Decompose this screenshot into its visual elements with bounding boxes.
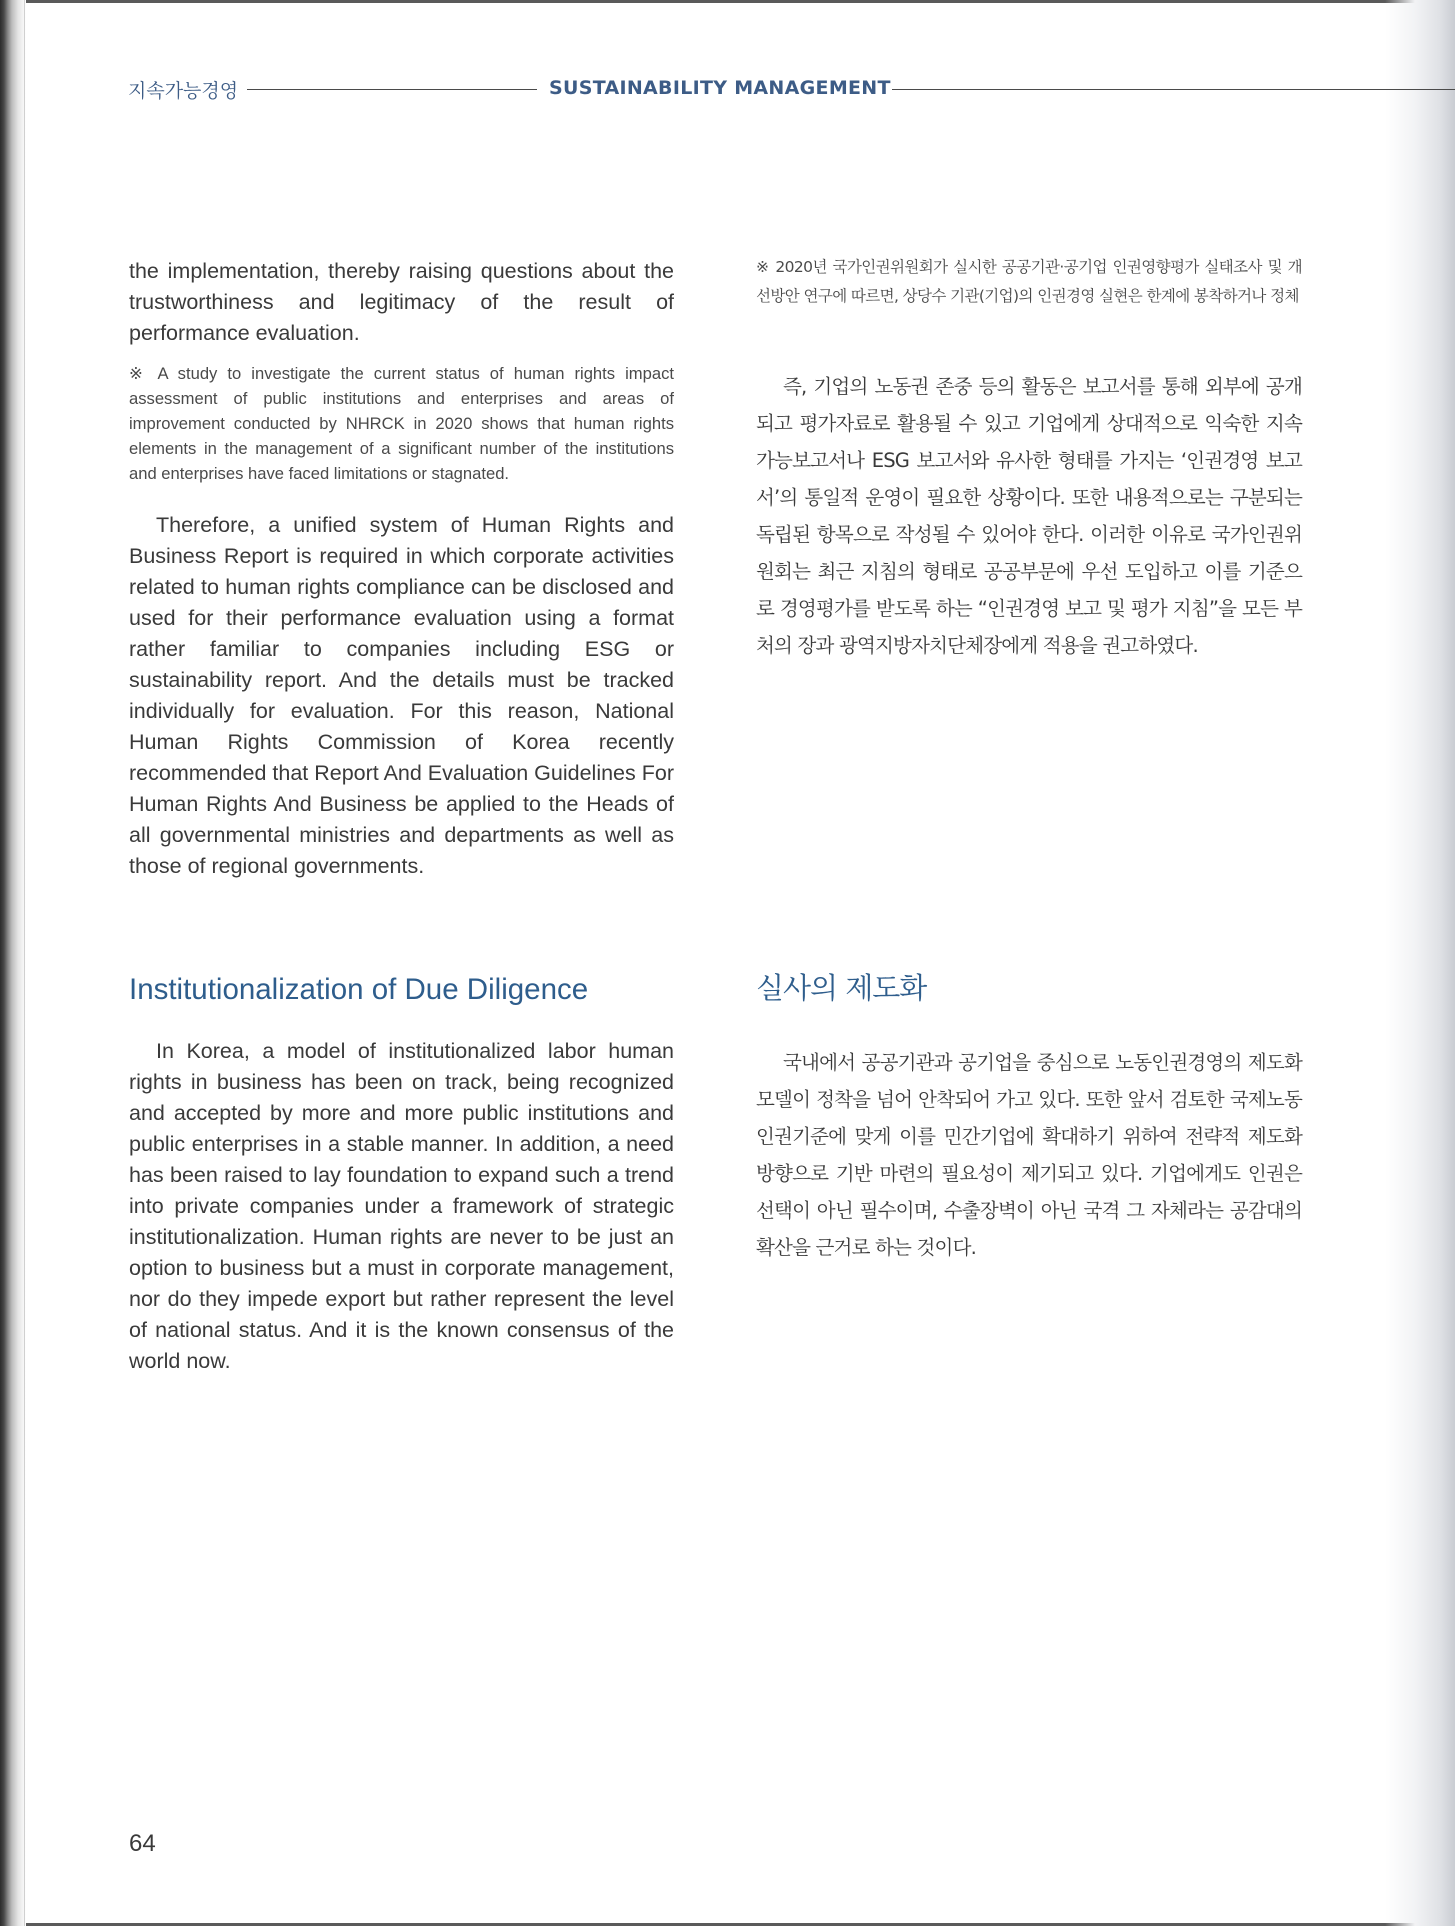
footnote-english: ※ A study to investigate the current status of human rights impact assessment of public institutions and enterprises and areas of improvement conducted by NHRCK in 2020 shows that human rights elements in the management of a significant number of the institutions and enterprises have faced limitations or stagnated. (129, 364, 674, 483)
right-column-lower (756, 1044, 1302, 1266)
footnote-korean: ※ 2020년 국가인권위원회가 실시한 공공기관·공기업 인권영향평가 실태조사 및 개선방안 연구에 따르면, 상당수 기관(기업)의 인권경영 실현은 한계에 봉착하거나 정체 (756, 258, 1302, 305)
left-column-upper (129, 256, 674, 882)
book-binding-edge (0, 0, 26, 1926)
page-number: 64 (129, 1830, 156, 1857)
running-header-english: SUSTAINABILITY MANAGEMENT (549, 77, 891, 99)
paragraph-continued: the implementation, thereby raising questions about the trustworthiness and legitimacy of the result of performance evaluation. (129, 259, 674, 345)
paragraph-korean-2: 국내에서 공공기관과 공기업을 중심으로 노동인권경영의 제도화 모델이 정착을 넘어 안착되어 가고 있다. 또한 앞서 검토한 국제노동인권기준에 맞게 이를 민간기업에 확대하기 위하여 전략적 제도화 방향으로 기반 마련의 필요성이 제기되고 있다. 기업에게도 인권은 선택이 아닌 필수이며, 수출장벽이 아닌 국격 그 자체라는 공감대의 확산을 근거로 하는 것이다. (756, 1051, 1302, 1259)
section-heading-english: Institutionalization of Due Diligence (129, 973, 589, 1006)
paragraph-korean-1: 즉, 기업의 노동권 존중 등의 활동은 보고서를 통해 외부에 공개되고 평가자료로 활용될 수 있고 기업에게 상대적으로 익숙한 지속가능보고서나 ESG 보고서와 유사한 형태를 가지는 ‘인권경영 보고서’의 통일적 운영이 필요한 상황이다. 또한 내용적으로는 구분되는 독립된 항목으로 작성될 수 있어야 한다. 이러한 이유로 국가인권위원회는 최근 지침의 형태로 공공부문에 우선 도입하고 이를 기준으로 경영평가를 받도록 하는 “인권경영 보고 및 평가 지침”을 모든 부처의 장과 광역지방자치단체장에게 적용을 권고하였다. (756, 375, 1302, 657)
left-column-lower (129, 1036, 674, 1377)
binding-line (24, 0, 25, 1926)
right-column-upper (756, 253, 1302, 664)
section-heading-korean: 실사의 제도화 (756, 971, 927, 1005)
paragraph-korea-model: In Korea, a model of institutionalized labor human rights in business has been on track, being recognized and accepted by more and more public institutions and public enterprises in a stable manner. In addition, a need has been raised to lay foundation to expand such a trend into private companies under a framework of strategic institutionalization. Human rights are never to be just an option to business but a must in corporate management, nor do they impede export but rather represent the level of national status. And it is the known consensus of the world now. (129, 1039, 674, 1373)
page-curl-shadow (1385, 0, 1455, 1926)
paragraph-therefore: Therefore, a unified system of Human Rights and Business Report is required in which corporate activities related to human rights compliance can be disclosed and used for their performance evaluation using a format rather familiar to companies including ESG or sustainability report. And the details must be tracked individually for evaluation. For this reason, National Human Rights Commission of Korea recently recommended that Report And Evaluation Guidelines For Human Rights And Business be applied to the Heads of all governmental ministries and departments as well as those of regional governments. (129, 513, 674, 878)
header-rule-left (247, 89, 537, 90)
header-rule-right (892, 89, 1455, 90)
running-header-korean: 지속가능경영 (128, 80, 239, 102)
page-top-edge (0, 0, 1455, 3)
